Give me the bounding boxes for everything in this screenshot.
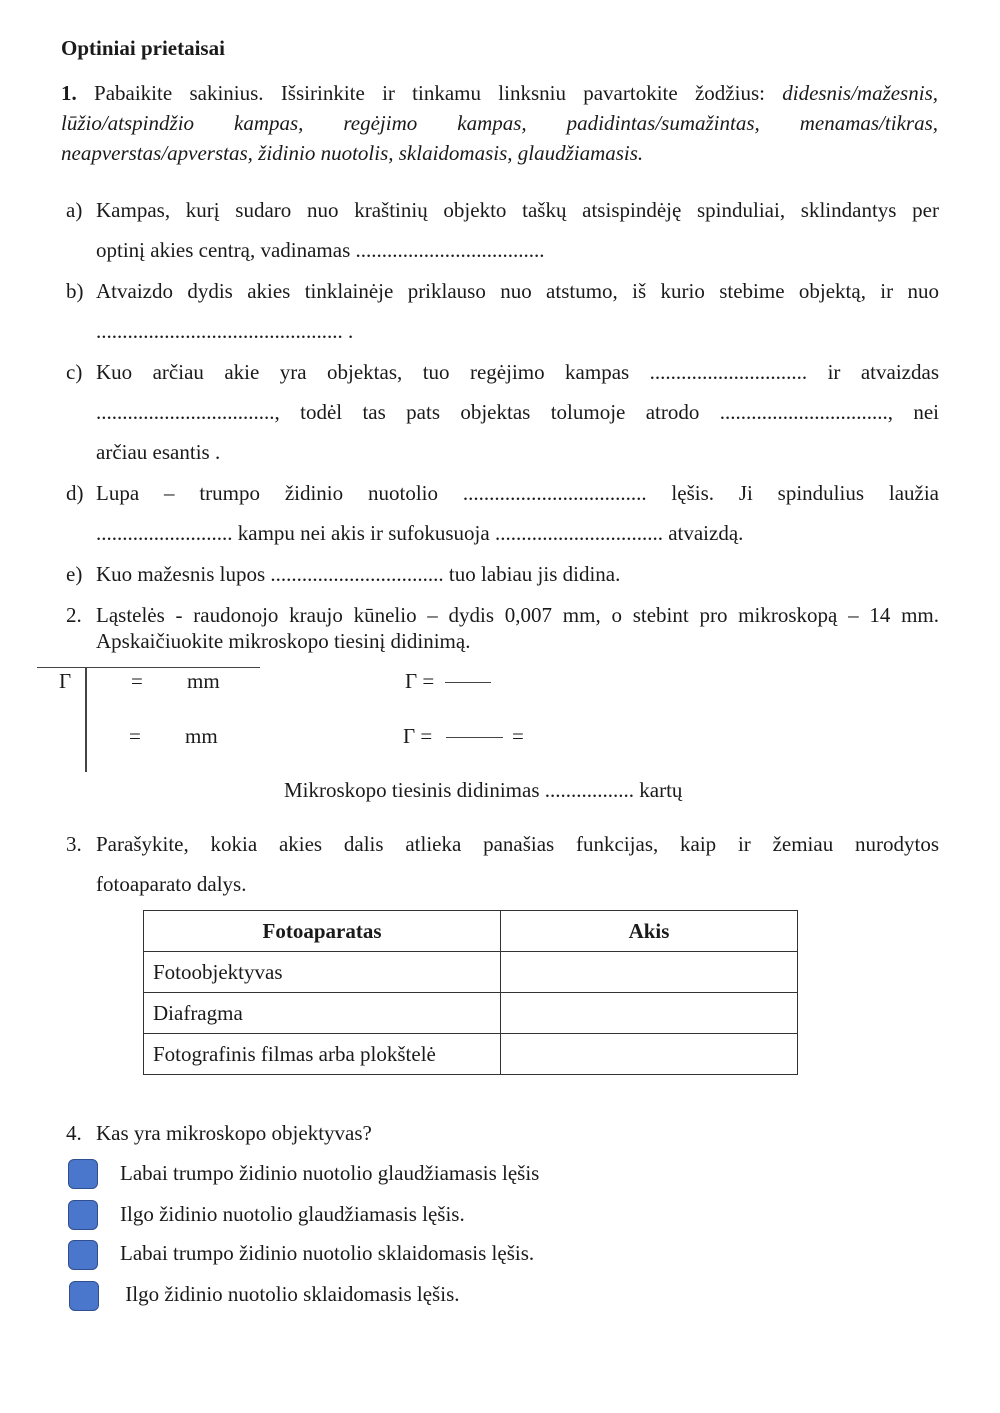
- table-header-camera: Fotoaparatas: [144, 911, 501, 952]
- option-label-3: Labai trumpo židinio nuotolio sklaidomasis lęšis.: [120, 1241, 535, 1265]
- q3-line2: fotoaparato dalys.: [96, 872, 247, 896]
- option-label-4: Ilgo židinio nuotolio sklaidomasis lęšis.: [120, 1282, 460, 1306]
- table-cell-answer[interactable]: [501, 952, 798, 993]
- q1e-line1[interactable]: Kuo mažesnis lupos ................................. tuo labiau jis didina.: [96, 562, 621, 586]
- q1c-line1[interactable]: Kuo arčiau akie yra objektas, tuo regėjimo kampas .............................. ir atvaizdas: [96, 360, 939, 384]
- table-cell-answer[interactable]: [501, 993, 798, 1034]
- q1e-letter: e): [66, 562, 83, 586]
- given-top-line: [37, 667, 260, 668]
- q2-result-line[interactable]: Mikroskopo tiesinis didinimas ................. kartų: [284, 778, 683, 802]
- q1-instruction-text: Pabaikite sakinius. Išsirinkite ir tinkamu linksniu pavartokite žodžius:: [94, 81, 765, 105]
- given-unit-2: mm: [185, 724, 218, 748]
- page-title: Optiniai prietaisai: [61, 36, 225, 60]
- q1d-line1[interactable]: Lupa – trumpo židinio nuotolio ................................... lęšis. Ji spindulius laužia: [96, 481, 939, 505]
- q3-line1: Parašykite, kokia akies dalis atlieka panašias funkcijas, kaip ir žemiau nurodytos: [96, 832, 939, 856]
- formula-gamma-1: Γ =: [405, 669, 435, 693]
- option-label-2: Ilgo židinio nuotolio glaudžiamasis lęšis.: [120, 1202, 465, 1226]
- camera-eye-table: [143, 910, 798, 1075]
- q1b-line2[interactable]: ............................................... .: [96, 319, 354, 343]
- fraction-bar-2: [446, 737, 503, 738]
- option-checkbox-2[interactable]: [68, 1200, 98, 1230]
- q1-word-list: didesnis/mažesnis, lūžio/atspindžio kampas, regėjimo kampas, padidintas/sumažintas, menamas/tikras, neapverstas/apverstas, židinio nuotolis, sklaidomasis, glaudžiamasis.: [61, 81, 938, 165]
- q1b-line1: Atvaizdo dydis akies tinklainėje priklauso nuo atstumo, iš kurio stebime objektą, ir nuo: [96, 279, 939, 303]
- option-checkbox-3[interactable]: [68, 1240, 98, 1270]
- table-row: [144, 952, 798, 993]
- q4-question: Kas yra mikroskopo objektyvas?: [96, 1121, 372, 1145]
- q1d-line2[interactable]: .......................... kampu nei akis ir sufokusuoja ................................ atvaizdą.: [96, 521, 744, 545]
- q2-line1: Ląstelės - raudonojo kraujo kūnelio – dydis 0,007 mm, o stebint pro mikroskopą – 14 mm.: [96, 603, 939, 627]
- q1a-letter: a): [66, 198, 83, 222]
- q3-number: 3.: [66, 832, 82, 856]
- given-eq-1: =: [131, 669, 143, 693]
- fraction-bar-1: [445, 682, 491, 683]
- table-cell-camera-part: Fotoobjektyvas: [144, 952, 501, 993]
- gamma-symbol: Γ: [59, 669, 72, 693]
- table-row: [144, 1034, 798, 1075]
- given-divider-line: [85, 667, 87, 772]
- table-header-row: [144, 911, 798, 952]
- q1a-line2[interactable]: optinį akies centrą, vadinamas ....................................: [96, 238, 545, 262]
- q1c-letter: c): [66, 360, 83, 384]
- option-label-1: Labai trumpo židinio nuotolio glaudžiamasis lęšis: [120, 1161, 540, 1185]
- table-cell-answer[interactable]: [501, 1034, 798, 1075]
- q1c-line2[interactable]: .................................., todėl tas pats objektas tolumoje atrodo ................................, nei: [96, 400, 939, 424]
- table-cell-camera-part: Fotografinis filmas arba plokštelė: [144, 1034, 501, 1075]
- q1a-line1: Kampas, kurį sudaro nuo kraštinių objekto taškų atsispindėję spinduliai, sklindantys per: [96, 198, 939, 222]
- given-eq-2: =: [129, 724, 141, 748]
- formula-eq-result: =: [512, 724, 524, 748]
- q1-number: 1.: [61, 81, 77, 105]
- q4-number: 4.: [66, 1121, 82, 1145]
- option-checkbox-1[interactable]: [68, 1159, 98, 1189]
- table-row: [144, 993, 798, 1034]
- option-checkbox-4[interactable]: [69, 1281, 99, 1311]
- table-cell-camera-part: Diafragma: [144, 993, 501, 1034]
- q1-instruction: [61, 78, 938, 168]
- formula-gamma-2: Γ =: [403, 724, 433, 748]
- given-unit-1: mm: [187, 669, 220, 693]
- q1d-letter: d): [66, 481, 84, 505]
- q2-number: 2.: [66, 603, 82, 627]
- q2-line2: Apskaičiuokite mikroskopo tiesinį didinimą.: [96, 629, 471, 653]
- q1c-line3: arčiau esantis .: [96, 440, 221, 464]
- table-header-eye: Akis: [501, 911, 798, 952]
- q1b-letter: b): [66, 279, 84, 303]
